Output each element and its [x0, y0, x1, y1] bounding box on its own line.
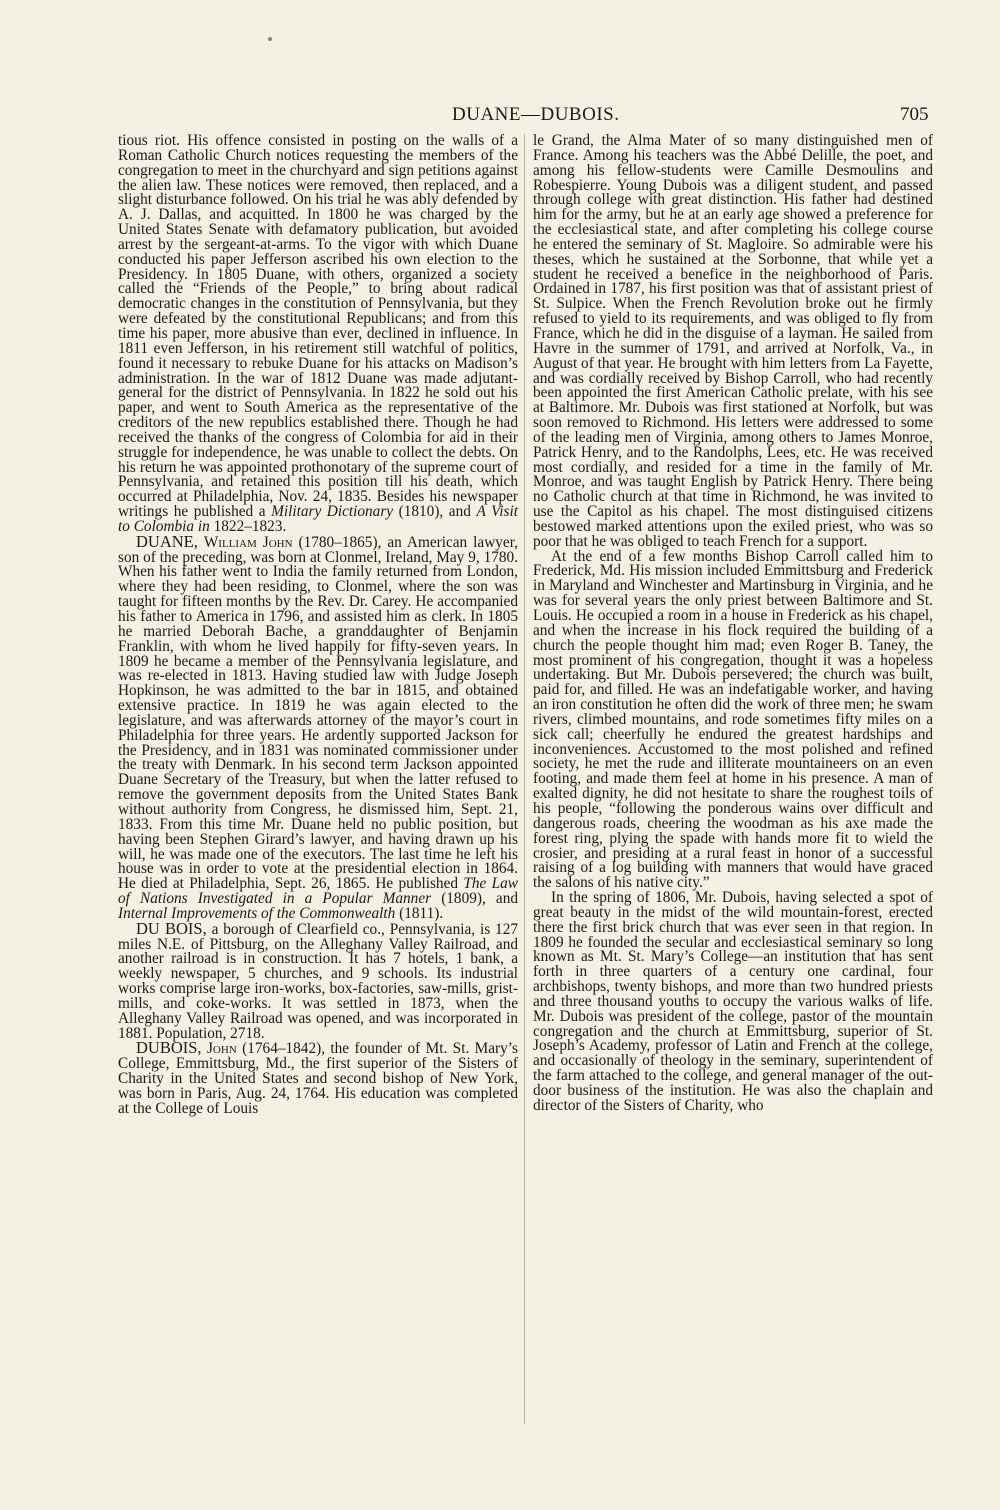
book-title: Internal Improvements of the Commonwealth: [118, 904, 396, 922]
paragraph-text: (1810), and: [393, 503, 477, 521]
paragraph-text: 1822–1823.: [209, 517, 287, 535]
entry-headword: DUANE,: [136, 531, 198, 551]
column-rule: [524, 134, 525, 1424]
book-title: A Visit to Colombia in: [118, 503, 518, 535]
paragraph-dubois-continued: le Grand, the Alma Mater of so many distinguished men of France. Among his teachers was the Abbé Delille, the poet, and among his fellow-students were Camille Desmoulins and Robespierre. Young Dubois was a diligent student, and passed through college with great distinction. His father had destined him for the army, but he at an early age showed a preference for the ecclesiastical state, and after completing his college course he entered the seminary of St. Magloire. So admirable were his theses, which he sustained at the Sorbonne, that while yet a student he received a benefice in the neighborhood of Paris. Ordained in 1787, his first position was that of assistant priest of St. Sulpice. When the French Revolution broke out he firmly refused to yield to its requirements, and was obliged to fly from France, which he did in the disguise of a layman. He sailed from Havre in the summer of 1791, and arrived at Norfolk, Va., in August of that year. He brought with him letters from La Fayette, and was cordially received by Bishop Carroll, who had recently been appointed the first American Catholic prelate, with his see at Baltimore. Mr. Dubois was first stationed at Norfolk, but was soon removed to Richmond. His letters were addressed to some of the leading men of Virginia, among others to James Monroe, Patrick Henry, and to the Randolphs, Lees, etc. He was received most cordially, and resided for a time in the family of Mr. Monroe, and was taught English by Patrick Henry. There being no Catholic church at that time in Richmond, he was invited to use the Capitol as his chapel. The most distinguised citizens bestowed marked attentions upon the exiled priest, who was so poor that he was obliged to teach French for a support.: [533, 132, 933, 550]
entry-duane-william-john: [118, 531, 519, 922]
paragraph-text: a borough of Clearfield co., Pennsylvania, is 127 miles N.E. of Pittsburg, on the Alleghany Valley Railroad, and another railroad is in construction. It has 7 hotels, 1 bank, a weekly newspaper, 5 churches, and 9 schools. Its industrial works comprise large iron-works, box-factories, saw-mills, grist-mills, and coke-works. It was settled in 1873, when the Alleghany Valley Railroad was opened, and was incorporated in 1881. Population, 2718.: [118, 920, 518, 1042]
right-column: [533, 134, 933, 1114]
running-head: DUANE—DUBOIS.: [452, 104, 620, 125]
paragraph-text: (1780–1865), an American lawyer, son of the preceding, was born at Clonmel, Ireland, May 9, 1780. When his father went to India the family returned from London, where they had been residing, to Clonmel, where the son was taught for fifteen months by the Rev. Dr. Carey. He accompanied his father to America in 1796, and assisted him as clerk. In 1805 he married Deborah Bache, a granddaughter of Benjamin Franklin, with whom he lived happily for fifty-seven years. In 1809 he became a member of the Pennsylvania legislature, and was re-elected in 1813. Having studied law with Judge Joseph Hopkinson, he was admitted to the bar in 1815, and obtained extensive practice. In 1819 he was again elected to the legislature, and was afterwards attorney of the mayor’s court in Philadelphia for three years. He ardently supported Jackson for the Presidency, and in 1831 was nominated commissioner under the treaty with Denmark. In his second term Jackson appointed Duane Secretary of the Treasury, but when the latter refused to remove the government deposits from the United States Bank without authority from Congress, he dismissed him, Sept. 21, 1833. From this time Mr. Duane held no public position, but having been Stephen Girard’s lawyer, and having drawn up his will, he was made one of the executors. The last time he left his house was in order to vote at the presidential election in 1864. He died at Philadelphia, Sept. 26, 1865. He published: [118, 533, 519, 893]
entry-du-bois: [118, 918, 518, 1042]
paragraph-duane-william-end: [118, 134, 518, 535]
entry-dubois-john: [118, 1038, 518, 1117]
book-title: Military Dictionary: [271, 503, 394, 521]
entry-headword: DU BOIS,: [136, 918, 207, 938]
book-title: The Law of Nations Investigated in a Popular Manner: [118, 875, 518, 908]
paragraph-frederick-mission: At the end of a few months Bishop Carroll called him to Frederick, Md. His mission included Emmittsburg and Frederick in Maryland and Winchester and Martinsburg in Virginia, and he was for several years the only priest between Baltimore and St. Louis. He occupied a room in a house in Frederick as his chapel, and when the increase in his flock required the building of a church the people thought him mad; even Roger B. Taney, the most prominent of his congregation, thought it was a hopeless undertaking. But Mr. Dubois persevered; the church was built, paid for, and filled. He was an indefatigable worker, and having an iron constitution he often did the work of three men; he swam rivers, climbed mountains, and rode sometimes fifty miles on a sick call; cheerfully he endured the greatest hardships and inconveniences. Accustomed to the most polished and refined society, he met the rude and illiterate mountaineers on an even footing, and made them feel at home in his presence. A man of exalted dignity, he did not hesitate to share the roughest toils of his people, “following the ponderous wains over difficult and dangerous roads, cheering the woodman as his axe made the forest ring, plying the spade with hands more fit to wield the crosier, and presiding at a rural feast in honor of a successful raising of a log building with manners that would have graced the salons of his native city.”: [533, 547, 933, 892]
left-column: [118, 134, 518, 1117]
entry-headword: DUBOIS,: [136, 1038, 202, 1058]
ink-speck: [268, 37, 272, 41]
paragraph-text: tious riot. His offence consisted in posting on the walls of a Roman Catholic Church notices requesting the members of the congregation to meet in the churchyard and sign petitions against the alien law. These notices were removed, then replaced, and a slight disturbance followed. On his trial he was ably defended by A. J. Dallas, and acquitted. In 1800 he was charged by the United States Senate with defamatory publication, but avoided arrest by the sergeant-at-arms. To the vigor with which Duane conducted his paper Jefferson ascribed his own election to the Presidency. In 1805 Duane, with others, organized a society called the “Friends of the People,” to bring about radical democratic changes in the constitution of Pennsylvania, but they were defeated by the constitutional Republicans; and from this time his paper, more abusive than ever, declined in influence. In 1811 even Jefferson, in his retirement still watchful of politics, found it necessary to rebuke Duane for his attacks on Madison’s administration. In the war of 1812 Duane was made adjutant-general for the district of Pennsylvania. In 1822 he sold out his paper, and went to South America as the representative of the creditors of the new republics established there. Though he had received the thanks of the congress of Colombia for aid in their struggle for independence, he was unable to collect the debts. On his return he was appointed prothonotary of the supreme court of Pennsylvania, and retained this position till his death, which occurred at Philadelphia, Nov. 24, 1835. Besides his newspaper writings he published a: [118, 132, 518, 521]
entry-given-name: William John: [203, 533, 293, 551]
paragraph-mt-st-marys: In the spring of 1806, Mr. Dubois, having selected a spot of great beauty in the midst of the wild mountain-forest, erected there the first brick church that was ever seen in that region. In 1809 he founded the secular and ecclesiastical seminary so long known as Mt. St. Mary’s College—an institution that has sent forth in three quarters of a century one cardinal, four archbishops, twenty bishops, and more than two hundred priests and three thousand youths to occupy the various walks of life. Mr. Dubois was president of the college, pastor of the mountain congregation and the church at Emmittsburg, superior of St. Joseph’s Academy, professor of Latin and French at the college, and occasionally of theology in the seminary, superintendent of the farm attached to the college, and general manager of the out-door business of the institution. He was also the chaplain and director of the Sisters of Charity, who: [533, 889, 933, 1114]
paragraph-text: (1811).: [395, 904, 444, 922]
paragraph-text: (1764–1842), the founder of Mt. St. Mary’s College, Emmittsburg, Md., the first superior of the Sisters of Charity in the United States and second bishop of New York, was born in Paris, Aug. 24, 1764. His education was completed at the College of Louis: [118, 1040, 518, 1117]
paragraph-text: (1809), and: [431, 890, 519, 908]
page-number: 705: [900, 104, 929, 125]
entry-given-name: John: [206, 1040, 237, 1058]
